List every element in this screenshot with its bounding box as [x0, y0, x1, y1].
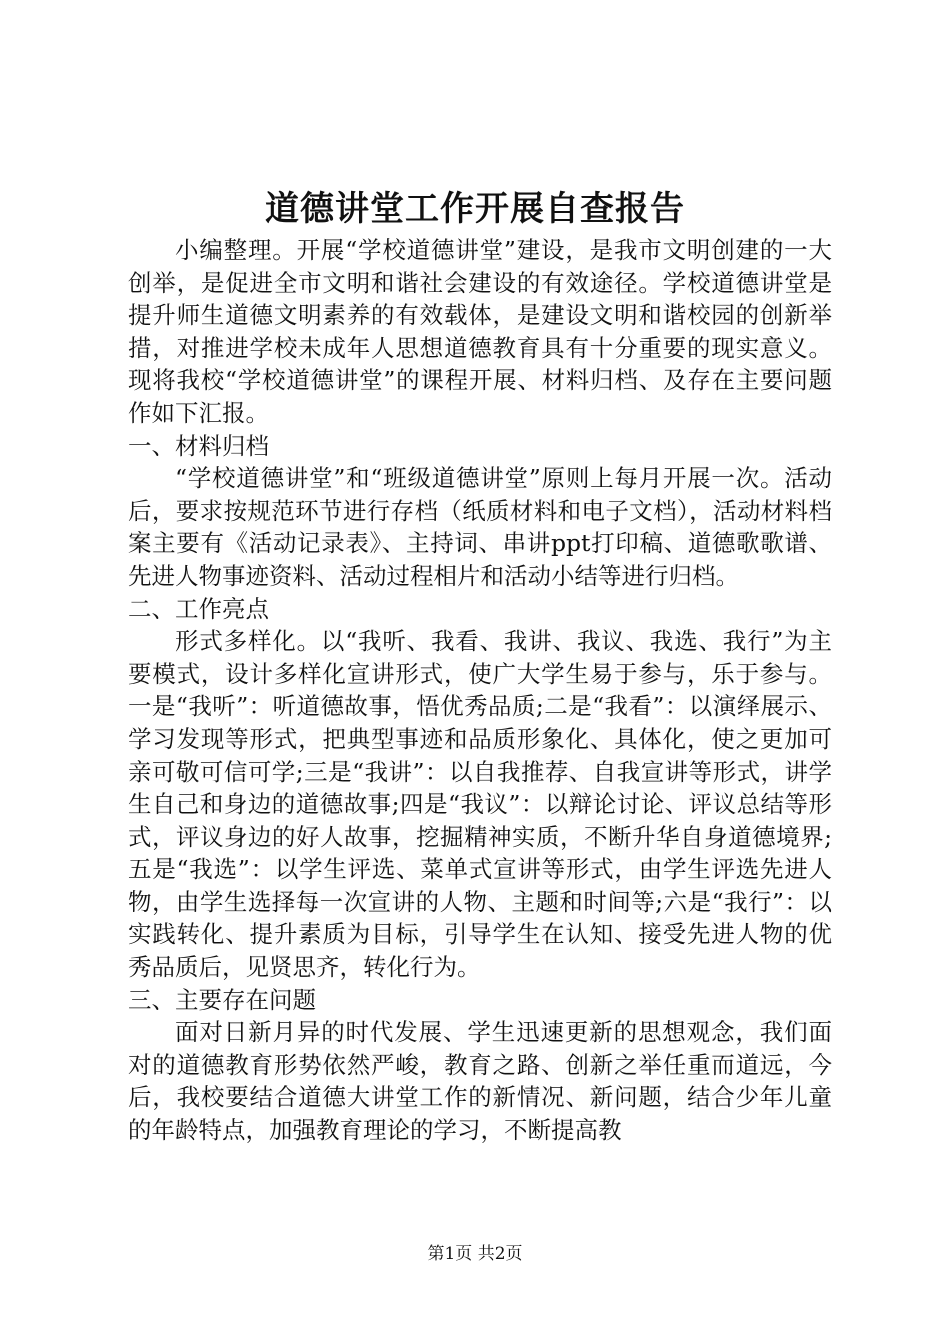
document-body — [128, 234, 832, 1147]
page-footer: 第1页 共2页 — [427, 1244, 523, 1264]
section-text-highlights: 形式多样化。以“我听、我看、我讲、我议、我选、我行”为主要模式，设计多样化宣讲形式，使广大学生易于参与，乐于参与。一是“我听”：听道德故事，悟优秀品质;二是“我看”：以演绎展示、学习发现等形式，把典型事迹和品质形象化、具体化，使之更加可亲可敬可信可学;三是“我讲”：以自我推荐、自我宣讲等形式，讲学生自己和身边的道德故事;四是“我议”：以辩论讨论、评议总结等形式，评议身边的好人故事，挖掘精神实质，不断升华自身道德境界;五是“我选”：以学生评选、菜单式宣讲等形式，由学生评选先进人物，由学生选择每一次宣讲的人物、主题和时间等;六是“我行”：以实践转化、提升素质为目标，引导学生在认知、接受先进人物的优秀品质后，见贤思齐，转化行为。 — [128, 627, 832, 982]
section-text-materials: “学校道德讲堂”和“班级道德讲堂”原则上每月开展一次。活动后，要求按规范环节进行存档（纸质材料和电子文档），活动材料档案主要有《活动记录表》、主持词、串讲ppt打印稿、道德歌歌谱、先进人物事迹资料、活动过程相片和活动小结等进行归档。 — [128, 464, 832, 590]
section-heading-highlights: 二、工作亮点 — [128, 594, 269, 623]
document-title: 道德讲堂工作开展自查报告 — [265, 189, 685, 229]
intro-paragraph: 小编整理。开展“学校道德讲堂”建设，是我市文明创建的一大创举，是促进全市文明和谐社会建设的有效途径。学校道德讲堂是提升师生道德文明素养的有效载体，是建设文明和谐校园的创新举措，对推进学校未成年人思想道德教育具有十分重要的现实意义。现将我校“学校道德讲堂”的课程开展、材料归档、及存在主要问题作如下汇报。 — [128, 236, 832, 427]
section-heading-materials: 一、材料归档 — [128, 431, 269, 460]
section-text-problems: 面对日新月异的时代发展、学生迅速更新的思想观念，我们面对的道德教育形势依然严峻，教育之路、创新之举任重而道远，今后，我校要结合道德大讲堂工作的新情况、新问题，结合少年儿童的年龄特点，加强教育理论的学习，不断提高教 — [128, 1018, 832, 1145]
section-heading-problems: 三、主要存在问题 — [128, 985, 316, 1014]
